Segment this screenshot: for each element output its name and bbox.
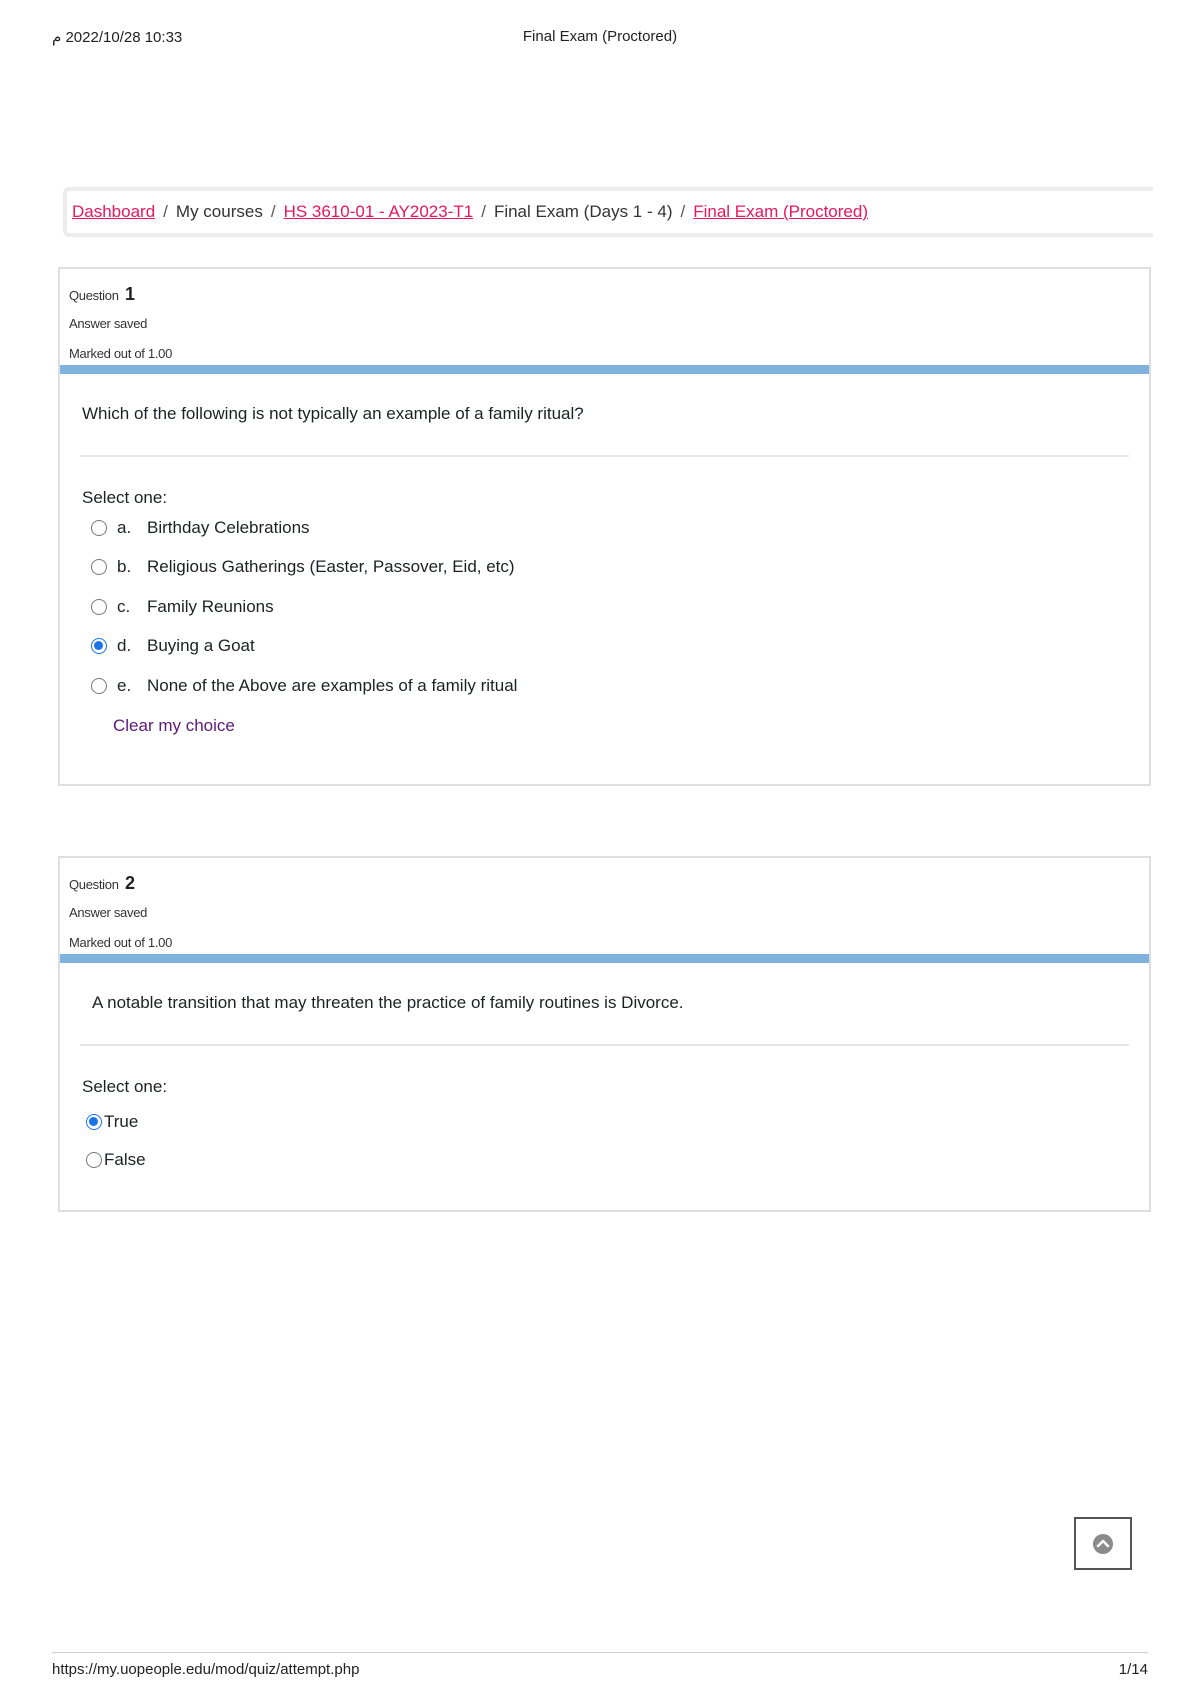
- question-1-card: [58, 267, 1151, 786]
- breadcrumb: [63, 187, 1153, 237]
- select-one-prompt: Select one:: [82, 1077, 168, 1096]
- answer-option-a[interactable]: [80, 508, 1129, 548]
- answer-option-b[interactable]: [80, 548, 1129, 588]
- answer-option-e[interactable]: [80, 666, 1129, 706]
- question-label: Question: [69, 288, 119, 303]
- question-marks: Marked out of 1.00: [69, 935, 172, 950]
- breadcrumb-separator: /: [163, 202, 168, 221]
- radio-button[interactable]: [86, 1152, 102, 1168]
- question-state: Answer saved: [69, 905, 148, 920]
- question-info: [60, 858, 1149, 963]
- breadcrumb-separator: /: [270, 202, 276, 221]
- breadcrumb-my-courses: My courses: [175, 202, 263, 221]
- answer-option-c[interactable]: [80, 587, 1129, 627]
- answer-text: Buying a Goat: [147, 636, 255, 656]
- radio-button-selected[interactable]: [86, 1114, 102, 1130]
- question-number: 2: [124, 873, 135, 893]
- radio-button[interactable]: [91, 599, 107, 615]
- breadcrumb-separator: /: [481, 202, 486, 221]
- answer-options: [80, 1103, 1129, 1179]
- question-label: Question: [69, 877, 119, 892]
- breadcrumb-final-exam-days: Final Exam (Days 1 - 4): [493, 202, 673, 221]
- select-one-prompt: Select one:: [82, 488, 168, 507]
- radio-button-selected[interactable]: [91, 638, 107, 654]
- print-footer: [52, 1661, 1148, 1683]
- breadcrumb-dashboard-link[interactable]: Dashboard: [72, 202, 156, 221]
- footer-divider: [52, 1652, 1148, 1653]
- question-marks: Marked out of 1.00: [69, 346, 172, 361]
- answer-option-d[interactable]: [80, 627, 1129, 667]
- answer-text: None of the Above are examples of a family ritual: [147, 675, 518, 695]
- radio-button[interactable]: [91, 678, 107, 694]
- answer-letter: a.: [117, 517, 132, 537]
- question-content: [60, 374, 1149, 736]
- answer-text: True: [104, 1112, 139, 1131]
- clear-my-choice-link[interactable]: Clear my choice: [113, 715, 235, 735]
- print-document-title: Final Exam (Proctored): [522, 28, 678, 45]
- answer-option-true[interactable]: [80, 1103, 1129, 1141]
- answer-letter: e.: [117, 675, 132, 695]
- question-number: 1: [124, 284, 135, 304]
- question-info: [60, 269, 1149, 374]
- print-url: https://my.uopeople.edu/mod/quiz/attempt.php: [52, 1661, 360, 1678]
- breadcrumb-separator: /: [680, 202, 686, 221]
- print-timestamp: 10:33 2022/10/28 م: [52, 29, 183, 46]
- question-state: Answer saved: [69, 316, 148, 331]
- answer-text: False: [104, 1150, 146, 1169]
- question-content: [60, 963, 1149, 1179]
- question-2-card: [58, 856, 1151, 1212]
- answer-letter: d.: [117, 636, 132, 656]
- chevron-up-circle-icon: [1092, 1533, 1114, 1555]
- radio-button[interactable]: [91, 559, 107, 575]
- answer-text: Family Reunions: [147, 596, 274, 616]
- answer-text: Birthday Celebrations: [147, 517, 310, 537]
- page-number: 1/14: [1118, 1661, 1148, 1678]
- answer-letter: c.: [117, 596, 131, 616]
- breadcrumb-course-link[interactable]: HS 3610-01 - AY2023-T1: [283, 202, 474, 221]
- answer-text: Religious Gatherings (Easter, Passover, Eid, etc): [147, 557, 515, 577]
- print-header: [52, 28, 1148, 50]
- answer-letter: b.: [117, 557, 132, 577]
- answer-options: [80, 508, 1129, 706]
- question-text: A notable transition that may threaten the practice of family routines is Divorce.: [80, 963, 1129, 1046]
- back-to-top-button[interactable]: [1074, 1517, 1132, 1570]
- question-text: Which of the following is not typically an example of a family ritual?: [80, 374, 1129, 457]
- answer-option-false[interactable]: [80, 1141, 1129, 1179]
- radio-button[interactable]: [91, 520, 107, 536]
- breadcrumb-final-exam-proctored-link[interactable]: Final Exam (Proctored): [693, 202, 868, 221]
